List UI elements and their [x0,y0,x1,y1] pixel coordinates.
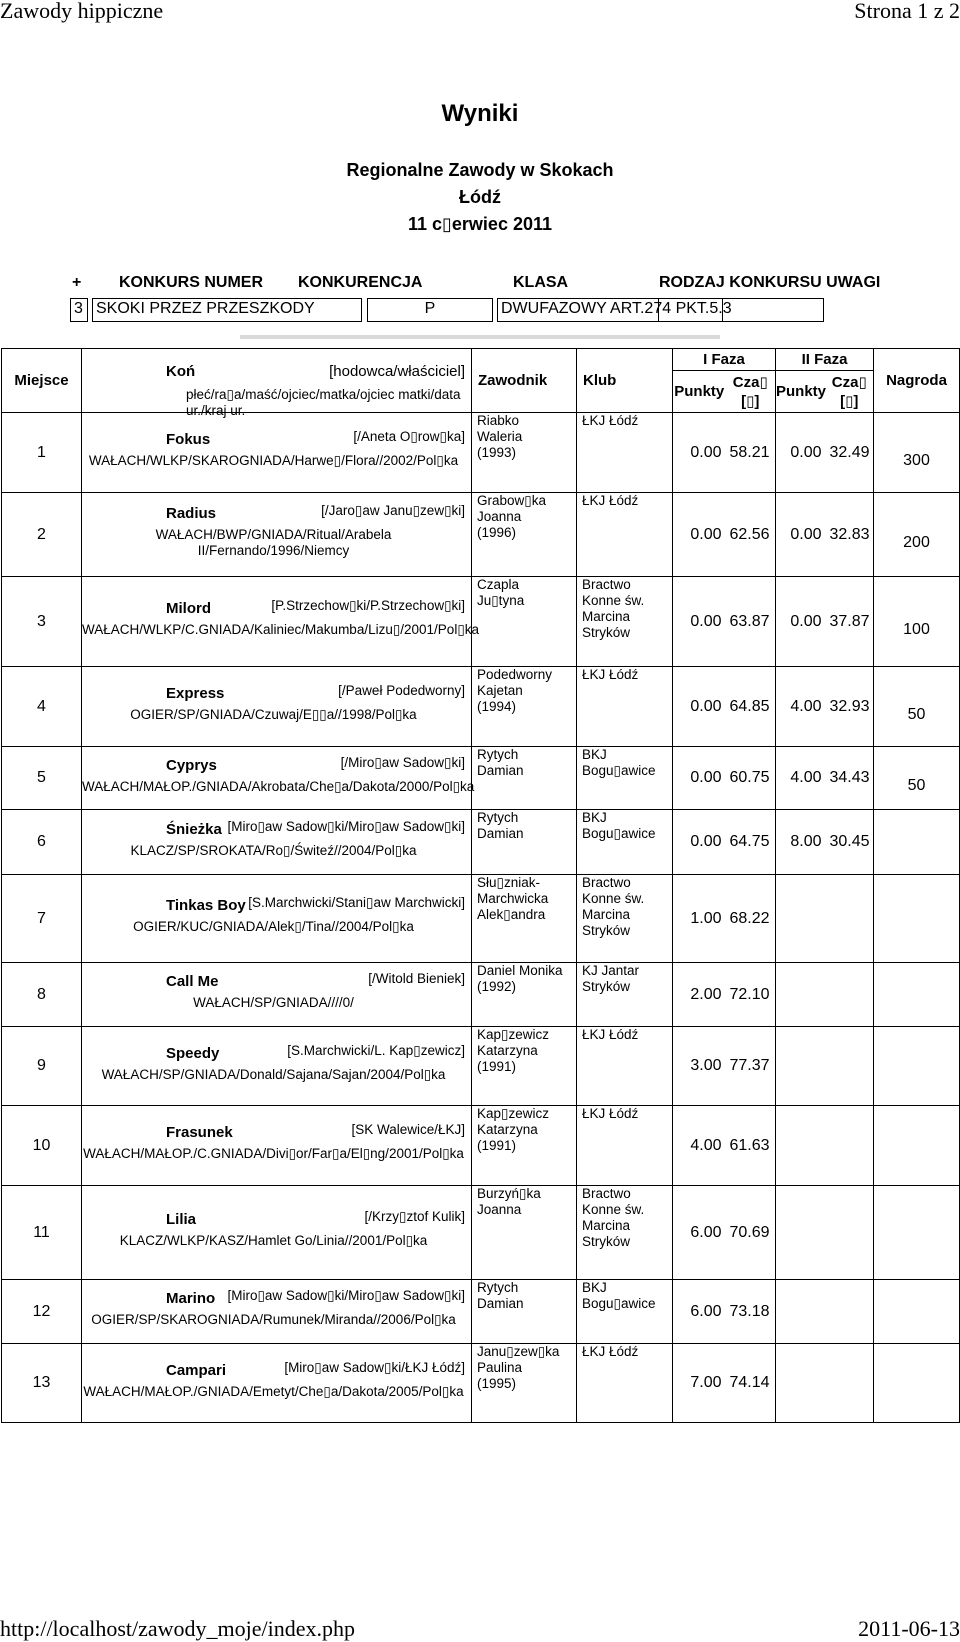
horse-pedigree-line: OGIER/SP/GNIADA/Czuwaj/E▯▯a//1998/Pol▯ka [130,707,417,722]
horse-pedigree [82,527,465,559]
phase2-time: 32.49 [826,413,874,493]
header-czas-1-unit: [▯] [741,392,760,410]
phase2-points: 4.00 [776,667,826,747]
phase2-points [776,1186,826,1280]
horse-name: Fokus [166,431,211,448]
club-line: Stryków [582,979,631,994]
competition-info-header [0,274,960,296]
phase1-time: 61.63 [726,1106,776,1186]
phase1-points: 7.00 [673,1344,726,1423]
horse-owner: [Miro▯aw Sadow▯ki/Miro▯aw Sadow▯ki] [227,819,465,834]
rider-line: (1993) [477,445,517,460]
phase1-time: 64.75 [726,810,776,875]
club-cell [577,810,673,875]
place-cell: 10 [2,1106,82,1186]
rider-cell [472,810,577,875]
club-cell [577,875,673,963]
page-header-title: Zawody hippiczne [0,0,164,23]
club-line: BKJ [582,747,607,762]
place-cell: 6 [2,810,82,875]
club-cell [577,963,673,1027]
phase2-points [776,1280,826,1344]
phase1-time: 68.22 [726,875,776,963]
separator [240,335,720,339]
club-line: Bogu▯awice [582,763,656,778]
place-cell: 1 [2,413,82,493]
page-header [0,0,960,24]
phase1-time: 77.37 [726,1027,776,1106]
place-cell: 8 [2,963,82,1027]
rider-cell [472,493,577,577]
club-line: Marcina [582,907,631,922]
horse-pedigree [82,622,480,638]
club-cell [577,1027,673,1106]
horse-name: Radius [166,505,217,522]
club-line: ŁKJ Łódź [582,1027,639,1042]
phase2-time [826,1186,874,1280]
header-czas-2 [826,371,874,413]
horse-cell [82,1186,472,1280]
place-cell: 7 [2,875,82,963]
rider-cell [472,747,577,810]
horse-cell [82,875,472,963]
prize-cell [874,1280,960,1344]
page-footer [0,1616,960,1642]
phase1-time: 63.87 [726,577,776,667]
rider-line: Czapla [477,577,520,592]
club-cell [577,667,673,747]
horse-pedigree-line: WAŁACH/MAŁOP./GNIADA/Emetyt/Che▯a/Dakota/2005/Pol▯ka [83,1384,464,1399]
phase1-time: 73.18 [726,1280,776,1344]
horse-cell [82,963,472,1027]
phase2-time [826,963,874,1027]
horse-pedigree-line: KLACZ/WLKP/KASZ/Hamlet Go/Linia//2001/Pol▯ka [119,1233,428,1248]
club-line: Bractwo [582,577,631,592]
horse-pedigree-line: WAŁACH/WLKP/C.GNIADA/Kaliniec/Makumba/Lizu▯/2001/Pol▯ka [82,622,480,637]
info-value-konkurencja: P [367,298,493,322]
club-cell [577,493,673,577]
rider-line: Joanna [477,509,522,524]
event-date: 11 c▯erwiec 2011 [407,214,553,234]
phase1-points: 6.00 [673,1280,726,1344]
horse-pedigree [82,1146,465,1162]
table-row [2,413,960,493]
rider-line: (1991) [477,1138,517,1153]
rider-line: Joanna [477,1202,522,1217]
rider-line: Słu▯zniak- [477,875,540,890]
horse-pedigree [82,843,465,859]
info-header-rodzaj: RODZAJ KONKURSU UWAGI [659,274,881,291]
place-cell: 3 [2,577,82,667]
horse-pedigree [82,1233,465,1249]
phase2-time [826,1027,874,1106]
phase1-time: 60.75 [726,747,776,810]
prize-cell: 50 [874,667,960,747]
table-row [2,667,960,747]
rider-line: Rytych [477,747,519,762]
header-kon-pedigree: płeć/ra▯a/maść/ojciec/matka/ojciec matki/data ur./kraj ur. [186,387,461,418]
page-url: http://localhost/zawody_moje/index.php [0,1616,355,1641]
horse-pedigree-line: KLACZ/SP/SROKATA/Ro▯/Świteź//2004/Pol▯ka [130,843,417,858]
place-cell: 2 [2,493,82,577]
horse-pedigree-line: WAŁACH/SP/GNIADA////0/ [193,995,354,1010]
club-cell [577,747,673,810]
table-row [2,1106,960,1186]
horse-pedigree-line: WAŁACH/MAŁOP./C.GNIADA/Divi▯or/Far▯a/El▯ng/2001/Pol▯ka [83,1146,464,1161]
prize-cell [874,875,960,963]
phase1-points: 0.00 [673,747,726,810]
info-value-konkurs: SKOKI PRZEZ PRZESZKODY [92,298,362,322]
rider-line: Kap▯zewicz [477,1027,549,1042]
phase2-time [826,1106,874,1186]
rider-cell [472,875,577,963]
phase2-points [776,963,826,1027]
horse-pedigree-line: WAŁACH/BWP/GNIADA/Ritual/Arabela [155,527,392,542]
club-line: Marcina [582,609,631,624]
horse-cell [82,1027,472,1106]
rider-line: Katarzyna [477,1122,538,1137]
horse-cell [82,493,472,577]
phase1-points: 2.00 [673,963,726,1027]
header-czas-1-label: Cza▯ [732,373,768,391]
header-czas-2-label: Cza▯ [831,373,867,391]
prize-cell: 100 [874,577,960,667]
club-line: ŁKJ Łódź [582,667,639,682]
phase2-points: 0.00 [776,577,826,667]
phase1-points: 0.00 [673,413,726,493]
phase2-points: 0.00 [776,413,826,493]
prize-cell: 50 [874,747,960,810]
info-header-klasa: KLASA [513,274,569,291]
rider-cell [472,1280,577,1344]
rider-cell [472,577,577,667]
rider-line: Riabko [477,413,520,428]
phase2-time: 37.87 [826,577,874,667]
horse-pedigree [82,779,475,795]
table-row [2,875,960,963]
horse-owner: [Miro▯aw Sadow▯ki/Miro▯aw Sadow▯ki] [227,1288,465,1303]
rider-cell [472,413,577,493]
horse-owner: [/Aneta O▯row▯ka] [353,429,465,444]
table-row [2,1186,960,1280]
club-line: Stryków [582,923,631,938]
phase1-points: 3.00 [673,1027,726,1106]
phase2-time [826,875,874,963]
header-punkty-1: Punkty [673,371,726,413]
club-line: ŁKJ Łódź [582,1344,639,1359]
phase1-time: 58.21 [726,413,776,493]
phase2-points [776,1106,826,1186]
phase1-points: 6.00 [673,1186,726,1280]
horse-cell [82,810,472,875]
table-row [2,577,960,667]
place-cell: 13 [2,1344,82,1423]
rider-line: Rytych [477,810,519,825]
phase2-points [776,1344,826,1423]
rider-line: (1991) [477,1059,517,1074]
horse-name: Śnieżka [166,821,222,838]
club-cell [577,1186,673,1280]
club-line: ŁKJ Łódź [582,493,639,508]
horse-pedigree-line: WAŁACH/WLKP/SKAROGNIADA/Harwe▯/Flora//2002/Pol▯ka [88,453,459,468]
info-header-konkurencja: KONKURENCJA [298,274,423,291]
prize-cell [874,1344,960,1423]
horse-name: Express [166,685,225,702]
table-row [2,1280,960,1344]
horse-name: Call Me [166,973,219,990]
club-line: Bogu▯awice [582,826,656,841]
rider-line: Burzyń▯ka [477,1186,541,1201]
club-cell [577,1344,673,1423]
rider-line: Kap▯zewicz [477,1106,549,1121]
rider-line: Janu▯zew▯ka [477,1344,560,1359]
place-cell: 9 [2,1027,82,1106]
horse-cell [82,1280,472,1344]
horse-owner: [/Krzy▯ztof Kulik] [364,1209,465,1224]
club-line: Bogu▯awice [582,1296,656,1311]
horse-owner: [/Jaro▯aw Janu▯zew▯ki] [321,503,465,518]
horse-name: Marino [166,1290,216,1307]
horse-pedigree-line: OGIER/KUC/GNIADA/Alek▯/Tina//2004/Pol▯ka [133,919,414,934]
header-czas-1 [726,371,776,413]
document-title: Wyniki [441,100,519,127]
horse-pedigree [82,453,465,469]
results-body [2,413,960,1423]
phase1-time: 62.56 [726,493,776,577]
horse-pedigree-line: II/Fernando/1996/Niemcy [197,543,350,558]
rider-cell [472,1186,577,1280]
phase2-time [826,1280,874,1344]
rider-line: Damian [477,763,524,778]
rider-line: (1992) [477,979,517,994]
horse-name: Milord [166,600,211,617]
rider-line: (1995) [477,1376,517,1391]
prize-cell [874,1106,960,1186]
club-cell [577,1280,673,1344]
horse-pedigree [82,707,465,723]
table-row [2,963,960,1027]
prize-cell [874,963,960,1027]
info-value-uwagi [658,298,824,322]
rider-line: (1996) [477,525,517,540]
info-header-konkurs-numer: KONKURS NUMER [119,274,263,291]
phase2-time: 30.45 [826,810,874,875]
header-faza-2: II Faza [776,349,874,371]
prize-cell [874,1186,960,1280]
rider-line: Ju▯tyna [477,593,525,608]
phase2-points: 8.00 [776,810,826,875]
rider-cell [472,1344,577,1423]
rider-line: Kajetan [477,683,523,698]
phase1-points: 4.00 [673,1106,726,1186]
horse-owner: [Miro▯aw Sadow▯ki/ŁKJ Łódź] [284,1360,465,1375]
rider-cell [472,667,577,747]
horse-owner: [S.Marchwicki/L. Kap▯zewicz] [287,1043,465,1058]
horse-cell [82,413,472,493]
club-line: ŁKJ Łódź [582,413,639,428]
phase1-points: 0.00 [673,810,726,875]
horse-pedigree-line: OGIER/SP/SKAROGNIADA/Rumunek/Miranda//2006/Pol▯ka [91,1312,456,1327]
rider-cell [472,963,577,1027]
prize-cell: 300 [874,413,960,493]
horse-name: Lilia [166,1211,197,1228]
phase1-points: 0.00 [673,493,726,577]
phase2-time: 32.83 [826,493,874,577]
header-kon-cell [82,349,472,418]
horse-pedigree [82,919,465,935]
print-date: 2011-06-13 [858,1616,960,1641]
horse-cell [82,667,472,747]
club-line: Stryków [582,625,631,640]
info-value-number: 3 [70,298,88,322]
club-line: BKJ [582,1280,607,1295]
club-cell [577,577,673,667]
club-line: KJ Jantar [582,963,640,978]
rider-line: Damian [477,826,524,841]
table-row [2,747,960,810]
rider-line: Paulina [477,1360,523,1375]
horse-cell [82,577,480,667]
header-faza-1: I Faza [673,349,776,371]
club-line: Marcina [582,1218,631,1233]
club-cell [577,1106,673,1186]
phase2-points [776,1027,826,1106]
phase2-time [826,1344,874,1423]
horse-name: Frasunek [166,1124,233,1141]
header-czas-2-unit: [▯] [840,392,859,410]
horse-name: Campari [166,1362,227,1379]
header-nagroda: Nagroda [874,349,960,413]
place-cell: 4 [2,667,82,747]
results-table [1,348,960,1423]
rider-line: Podedworny [477,667,553,682]
horse-owner: [/Paweł Podedworny] [338,683,465,698]
phase1-time: 64.85 [726,667,776,747]
phase2-points: 4.00 [776,747,826,810]
horse-pedigree [82,995,465,1011]
club-line: Konne św. [582,1202,645,1217]
header-zawodnik: Zawodnik [472,349,577,413]
phase2-time: 34.43 [826,747,874,810]
event-name: Regionalne Zawody w Skokach [346,160,614,180]
header-miejsce: Miejsce [2,349,82,413]
phase1-time: 72.10 [726,963,776,1027]
table-row [2,493,960,577]
header-klub: Klub [577,349,673,413]
phase1-points: 0.00 [673,577,726,667]
club-line: Konne św. [582,593,645,608]
prize-cell: 200 [874,493,960,577]
horse-pedigree [82,1384,465,1400]
rider-line: Waleria [477,429,523,444]
place-cell: 11 [2,1186,82,1280]
horse-name: Speedy [166,1045,220,1062]
phase1-time: 70.69 [726,1186,776,1280]
club-line: Konne św. [582,891,645,906]
header-kon: Koń [166,363,196,380]
club-line: ŁKJ Łódź [582,1106,639,1121]
horse-cell [82,747,475,810]
phase1-time: 74.14 [726,1344,776,1423]
phase1-points: 1.00 [673,875,726,963]
prize-cell [874,1027,960,1106]
phase1-points: 0.00 [673,667,726,747]
rider-line: Damian [477,1296,524,1311]
phase2-points: 0.00 [776,493,826,577]
place-cell: 12 [2,1280,82,1344]
rider-line: (1994) [477,699,517,714]
table-row [2,1344,960,1423]
rider-cell [472,1106,577,1186]
rider-line: Daniel Monika [477,963,563,978]
horse-pedigree [82,1312,465,1328]
horse-owner: [/Miro▯aw Sadow▯ki] [340,755,465,770]
page-number: Strona 1 z 2 [854,0,960,23]
phase2-time: 32.93 [826,667,874,747]
club-line: Bractwo [582,875,631,890]
rider-line: Marchwicka [477,891,549,906]
table-row [2,1027,960,1106]
horse-pedigree-line: WAŁACH/MAŁOP./GNIADA/Akrobata/Che▯a/Dakota/2000/Pol▯ka [82,779,475,794]
horse-owner: [S.Marchwicki/Stani▯aw Marchwicki] [248,895,465,910]
prize-cell [874,810,960,875]
horse-name: Cyprys [166,757,217,774]
horse-owner: [P.Strzechow▯ki/P.Strzechow▯ki] [271,598,465,613]
horse-owner: [SK Walewice/ŁKJ] [351,1122,465,1137]
club-line: Stryków [582,1234,631,1249]
rider-line: Rytych [477,1280,519,1295]
phase2-points [776,875,826,963]
horse-pedigree-line: WAŁACH/SP/GNIADA/Donald/Sajana/Sajan/2004/Pol▯ka [101,1067,446,1082]
rider-line: Grabow▯ka [477,493,546,508]
table-row [2,810,960,875]
club-line: BKJ [582,810,607,825]
horse-pedigree [82,1067,465,1083]
rider-cell [472,1027,577,1106]
horse-name: Tinkas Boy [166,897,246,914]
info-header-plus: + [72,274,82,291]
rider-line: Alek▯andra [477,907,546,922]
club-line: Bractwo [582,1186,631,1201]
header-punkty-2: Punkty [776,371,826,413]
info-value-klasa: DWUFAZOWY ART.274 PKT.5.3 [497,298,723,322]
header-kon-owner: [hodowca/właściciel] [329,363,465,380]
event-city: Łódź [459,187,501,207]
club-cell [577,413,673,493]
place-cell: 5 [2,747,82,810]
horse-owner: [/Witold Bieniek] [368,971,465,986]
rider-line: Katarzyna [477,1043,538,1058]
horse-cell [82,1344,472,1423]
horse-cell [82,1106,472,1186]
